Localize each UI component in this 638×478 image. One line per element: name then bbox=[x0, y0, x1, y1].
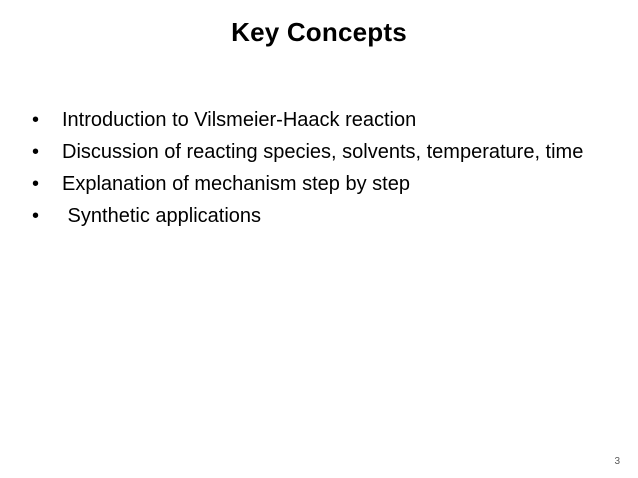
bullet-icon: • bbox=[32, 141, 40, 163]
slide-title: Key Concepts bbox=[231, 17, 407, 47]
bullet-icon: • bbox=[32, 173, 40, 195]
bullet-icon: • bbox=[32, 109, 40, 131]
page-number: 3 bbox=[614, 456, 620, 467]
bullet-text: Discussion of reacting species, solvents, temperature, time bbox=[62, 141, 584, 163]
bullet-item-intro bbox=[30, 106, 608, 134]
bullet-text: Explanation of mechanism step by step bbox=[62, 173, 410, 195]
bullet-item-mechanism bbox=[30, 170, 608, 198]
bullet-item-discussion bbox=[30, 138, 608, 166]
bullet-text: Synthetic applications bbox=[62, 205, 262, 227]
bullet-text: Introduction to Vilsmeier-Haack reaction bbox=[62, 109, 417, 131]
bullet-icon: • bbox=[32, 205, 40, 227]
bullet-list bbox=[30, 106, 608, 234]
bullet-item-applications bbox=[30, 202, 608, 230]
